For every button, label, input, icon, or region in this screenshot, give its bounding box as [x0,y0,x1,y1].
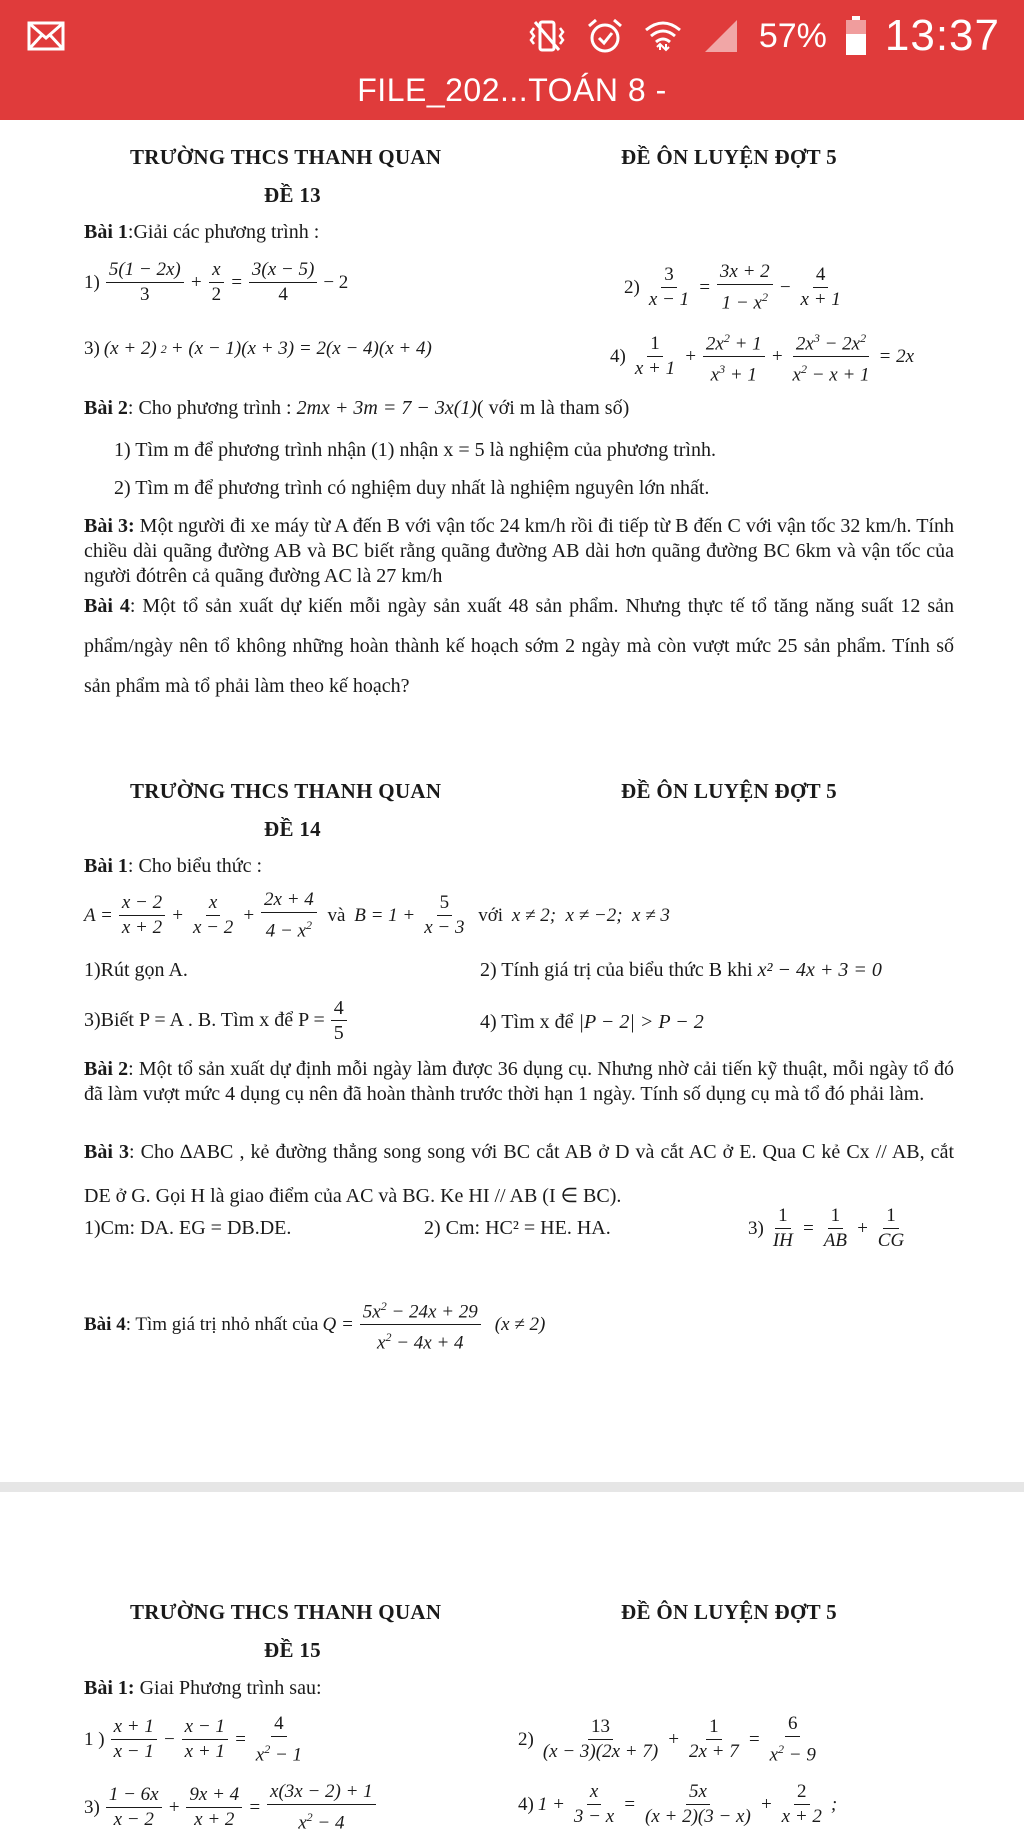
bai3-paragraph [84,1130,954,1218]
exam-number: ĐỀ 13 [264,183,321,207]
bai1-question-4-equation: |P − 2| > P − 2 [578,1011,704,1033]
bai1-text: Giai Phương trình sau: [139,1677,322,1699]
bai1-question-2 [480,958,882,982]
bai3-label: Bài 3: [84,515,135,537]
exam-name: ĐỀ ÔN LUYỆN ĐỢT 5 [621,145,837,169]
equation-2: 2) $\frac{3}{x - 1}$ = $\frac{3x + 2}{1 - x^2}$ − $\frac{4}{x + 1}$ [624,261,841,314]
equation-4: 4) 1 + $\frac{x}{3 - x}$ = $\frac{5x}{(x + 2)(3 - x)}$ + $\frac{2}{x + 2}$ ; [518,1781,838,1827]
document-page[interactable] [0,120,1024,1485]
bai3-paragraph [84,514,954,589]
signal-icon [701,16,741,56]
bai1-label: Bài 1 [84,855,128,877]
bai4-text: : Tìm giá trị nhỏ nhất của [125,1313,319,1335]
equation-4: 4) $\frac{1}{x + 1}$ + $\frac{2x^2 + 1}{x^3 + 1}$ + $\frac{2x^3 - 2x^2}{x^2 - x + 1}$ = 2x [610,328,914,386]
wifi-icon [643,16,683,56]
vibrate-icon [527,16,567,56]
bai4-label: Bài 4 [84,595,130,617]
bai3-question-3: 3) $\frac{1}{IH}$ = $\frac{1}{AB}$ + $\frac{1}{CG}$ [748,1205,905,1251]
expression-a-b: A = $\frac{x - 2}{x + 2}$ + $\frac{x}{x - 2}$ + $\frac{2x + 4}{4 - x^2}$ và B = 1 + $\frac{5}{x - 3}$ với x ≠ 2; x ≠ −2; x ≠ 3 [84,889,670,942]
bai1-heading [84,220,319,244]
bai3-text: : Cho ∆ABC , kẻ đường thẳng song song với BC cắt AB ở D và cắt AC ở E. Qua C kẻ Cx // AB, cắt DE ở G. Gọi H là giao điểm của AC và BG. Ke HI // AB (I ∈ BC). [84,1141,954,1207]
bai1-label: Bài 1: [84,1677,135,1699]
school-name: TRƯỜNG THCS THANH QUAN [130,145,442,169]
exam-name: ĐỀ ÔN LUYỆN ĐỢT 5 [621,779,837,803]
bai4-text: : Một tổ sản xuất dự kiến mỗi ngày sản xuất 48 sản phẩm. Nhưng thực tế tổ tăng năng suất 12 sản phẩm/ngày nên tổ không những hoàn thành kế hoạch sớm 2 ngày mà còn vượt mức 25 sản phẩm. Tính số sản phẩm mà tổ phải làm theo kế hoạch? [84,595,954,697]
status-icons [527,8,1000,64]
bai1-question-4-text: 4) Tìm x để [480,1011,574,1033]
battery-icon [845,16,867,56]
bai2-label: Bài 2 [84,1058,129,1080]
bai1-question-3: 3)Biết P = A . B. Tìm x để P = $\frac{4}{5}$ [84,998,349,1043]
mail-icon[interactable] [28,22,64,50]
bai1-question-3-text: 3)Biết P = A . B. Tìm x để P = [84,1009,325,1031]
top-bar [0,0,1024,120]
bai1-heading [84,854,262,878]
equation-3: 3) (x + 2) 2 + (x − 1)(x + 3) = 2(x − 4)(x + 4) [84,338,432,359]
exam-name: ĐỀ ÔN LUYỆN ĐỢT 5 [621,1600,837,1624]
bai1-label: Bài 1 [84,221,128,243]
bai1-text: : Cho biểu thức : [127,855,263,877]
equation-1: 1) $\frac{5(1 - 2x)}{3}$ + $\frac{x}{2}$ = $\frac{3(x - 5)}{4}$ − 2 [84,259,349,305]
alarm-icon [585,16,625,56]
bai4-paragraph [84,586,954,706]
document-title: FILE_202...TOÁN 8 - [357,72,667,108]
bai1-text: :Giải các phương trình : [127,221,320,243]
bai2-item-1: 1) Tìm m để phương trình nhận (1) nhận x = 5 là nghiệm của phương trình. [114,439,716,461]
status-bar [0,0,1024,68]
bai4-condition: (x ≠ 2) [494,1313,546,1335]
bai2-equation: 2mx + 3m = 7 − 3x(1) [296,397,478,419]
bai2-text: : Một tổ sản xuất dự định mỗi ngày làm được 36 dụng cụ. Nhưng nhờ cải tiến kỹ thuật, mỗi ngày tổ đó đã làm vượt mức 4 dụng cụ nên đã hoàn thành trước thời hạn 1 ngày. Tính số dụng cụ mà tổ đó phải làm. [84,1058,954,1105]
bai2-label: Bài 2 [84,397,128,419]
bai1-question-2-equation: x² − 4x + 3 = 0 [757,959,882,981]
equation-1: 1 ) $\frac{x + 1}{x - 1}$ − $\frac{x - 1}{x + 1}$ = $\frac{4}{x^2 - 1}$ [84,1713,303,1766]
bai1-heading [84,1676,322,1700]
bai2-heading [84,396,629,420]
document-page[interactable] [0,1492,1024,1833]
bai2-note: ( với m là tham số) [477,397,630,419]
clock: 13:37 [884,11,1000,60]
school-name: TRƯỜNG THCS THANH QUAN [130,1600,442,1624]
exam-number: ĐỀ 15 [264,1638,321,1662]
bai4-label: Bài 4 [84,1313,126,1335]
bai3-question-2: 2) Cm: HC² = HE. HA. [424,1217,611,1239]
bai3-question-3-label: 3) [748,1217,764,1239]
bai2-paragraph [84,1057,954,1107]
school-name: TRƯỜNG THCS THANH QUAN [130,779,442,803]
bai2-item-2: 2) Tìm m để phương trình có nghiệm duy nhất là nghiệm nguyên lớn nhất. [114,477,710,499]
bai3-question-1: 1)Cm: DA. EG = DB.DE. [84,1217,292,1239]
bai4-question: Bài 4: Tìm giá trị nhỏ nhất của Q = $\frac{5x^2 - 24x + 29}{x^2 - 4x + 4}$ (x ≠ 2) [84,1296,545,1354]
bai1-question-4 [480,1010,704,1034]
bai1-question-2-text: 2) Tính giá trị của biểu thức B khi [480,959,753,981]
bai2-text: : Cho phương trình : [127,397,292,419]
equation-3: 3) $\frac{1 - 6x}{x - 2}$ + $\frac{9x + 4}{x + 2}$ = $\frac{x(3x - 2) + 1}{x^2 - 4}$ [84,1782,378,1833]
bai3-text: Một người đi xe máy từ A đến B với vận tốc 24 km/h rồi đi tiếp từ B đến C với vận tốc 32 km/h. Tính chiều dài quãng đường AB và BC biết rằng quãng đường AB dài hơn quãng đường BC 6km và vận tốc của người đótrên cả quãng đường AC là 27 km/h [84,515,955,587]
bai1-question-1: 1)Rút gọn A. [84,959,188,981]
exam-number: ĐỀ 14 [264,817,321,841]
battery-percent: 57% [758,16,827,55]
equation-2: 2) $\frac{13}{(x - 3)(2x + 7)}$ + $\frac{1}{2x + 7}$ = $\frac{6}{x^2 - 9}$ [518,1713,816,1766]
page-separator [0,1482,1024,1492]
bai3-label: Bài 3 [84,1141,129,1163]
